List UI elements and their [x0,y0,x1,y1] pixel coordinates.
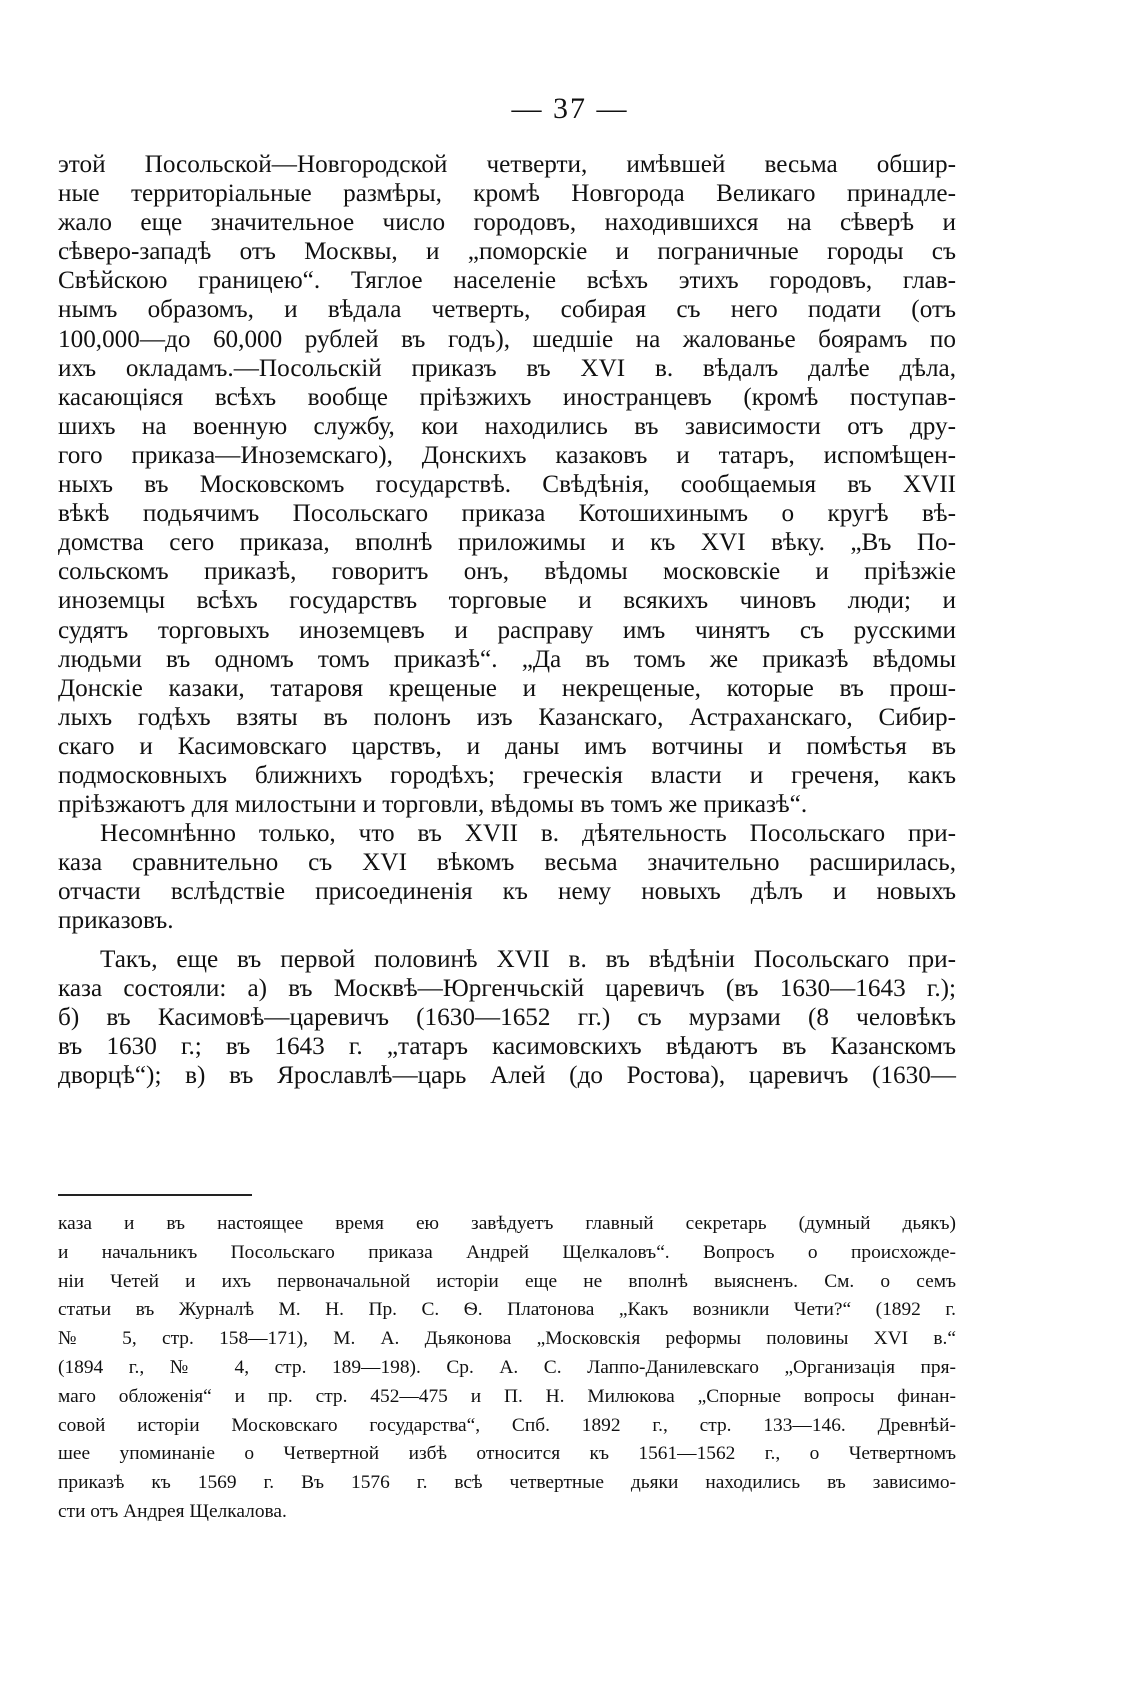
body-line: жало еще значительное число городовъ, находившихся на сѣверѣ и [58,209,956,237]
footnote-line: (1894 г., № 4, стр. 189—198). Ср. А. С. Лаппо-Данилевскаго „Организація пря- [58,1356,956,1378]
body-line: Донскіе казаки, татаровя крещеные и некрещеные, которые въ прош- [58,674,956,702]
footnote-line: сти отъ Андрея Щелкалова. [58,1500,287,1522]
main-text [58,150,956,1090]
body-line: шихъ на военную службу, кои находились въ зависимости отъ дру- [58,412,956,440]
body-line: иноземцы всѣхъ государствъ торговые и всякихъ чиновъ люди; и [58,587,956,615]
body-line: ихъ окладамъ.—Посольскій приказъ въ XVI в. вѣдалъ далѣе дѣла, [58,354,956,382]
footnote-line: № 5, стр. 158—171), М. А. Дьяконова „Московскія реформы половины XVI в.“ [58,1328,956,1350]
body-line: Свѣйскою границею“. Тяглое населеніе всѣхъ этихъ городовъ, глав- [58,267,956,295]
footnote [58,1210,956,1527]
body-line: въ 1630 г.; въ 1643 г. „татаръ касимовскихъ вѣдаютъ въ Казанскомъ [58,1032,956,1060]
body-line: касающіяся всѣхъ вообще пріѣзжихъ иностранцевъ (кромѣ поступав- [58,383,956,411]
footnote-line: и начальникъ Посольскаго приказа Андрей Щелкаловъ“. Вопросъ о происхожде- [58,1241,956,1263]
body-line: ные территоріальные размѣры, кромѣ Новгорода Великаго принадле- [58,180,956,208]
paragraph-gap [58,936,956,945]
footnote-line: статьи въ Журналѣ М. Н. Пр. С. Ѳ. Платонова „Какъ возникли Чети?“ (1892 г. [58,1299,956,1321]
body-line: сѣверо-западѣ отъ Москвы, и „поморскіе и пограничные городы съ [58,238,956,266]
body-line: каза сравнительно съ XVI вѣкомъ весьма значительно расширилась, [58,849,956,877]
body-line: гого приказа—Иноземскаго), Донскихъ казаковъ и татаръ, испомѣщен- [58,441,956,469]
body-line: сольскомъ приказѣ, говоритъ онъ, вѣдомы московскіе и пріѣзжіе [58,558,956,586]
body-line: скаго и Касимовскаго царствъ, и даны имъ вотчины и помѣстья въ [58,732,956,760]
page-number: — 37 — [511,92,629,125]
footnote-line: каза и въ настоящее время ею завѣдуетъ главный секретарь (думный дьякъ) [58,1213,956,1234]
body-line: судятъ торговыхъ иноземцевъ и расправу имъ чинятъ съ русскими [58,616,956,644]
body-line: 100,000—до 60,000 рублей въ годъ), шедшіе на жалованье боярамъ по [58,325,956,353]
body-line: дворцѣ“); в) въ Ярославлѣ—царь Алей (до Ростова), царевичъ (1630— [58,1061,956,1089]
body-line: подмосковныхъ ближнихъ городѣхъ; греческія власти и греченя, какъ [58,761,956,789]
footnote-line: маго обложенія“ и пр. стр. 452—475 и П. Н. Милюкова „Спорные вопросы финан- [58,1385,956,1407]
footnote-line: ніи Четей и ихъ первоначальной исторіи еще не вполнѣ выясненъ. См. о семъ [58,1270,956,1292]
paragraph-start-line: Несомнѣнно только, что въ XVII в. дѣятельность Посольскаго при- [100,820,956,848]
body-line: домства сего приказа, вполнѣ приложимы и къ XVI вѣку. „Въ По- [58,529,956,557]
body-line: вѣкѣ подьячимъ Посольскаго приказа Котошихинымъ о кругѣ вѣ- [58,500,956,528]
paragraph-start-line: Такъ, еще въ первой половинѣ XVII в. въ вѣдѣніи Посольскаго при- [100,945,956,973]
body-line: б) въ Касимовѣ—царевичъ (1630—1652 гг.) съ мурзами (8 человѣкъ [58,1003,956,1031]
body-line: каза состояли: а) въ Москвѣ—Юргенчьскій царевичъ (въ 1630—1643 г.); [58,974,956,1002]
body-line: отчасти вслѣдствіе присоединенія къ нему новыхъ дѣлъ и новыхъ [58,878,956,906]
footnote-line: приказѣ къ 1569 г. Въ 1576 г. всѣ четвертные дьяки находились въ зависимо- [58,1472,956,1494]
body-line: лыхъ годѣхъ взяты въ полонъ изъ Казанскаго, Астраханскаго, Сибир- [58,703,956,731]
body-line: приказовъ. [58,907,174,935]
body-line: ныхъ въ Московскомъ государствѣ. Свѣдѣнія, сообщаемыя въ XVII [58,471,956,499]
footnote-line: шее упоминаніе о Четвертной избѣ относится къ 1561—1562 г., о Четвертномъ [58,1443,956,1465]
footnote-line: совой исторіи Московскаго государства“, Спб. 1892 г., стр. 133—146. Древнѣй- [58,1414,956,1436]
body-line: пріѣзжаютъ для милостыни и торговли, вѣдомы въ томъ же приказѣ“. [58,791,808,819]
footnote-divider [58,1194,252,1196]
body-line: этой Посольской—Новгородской четверти, имѣвшей весьма обшир- [58,151,956,178]
body-line: нымъ образомъ, и вѣдала четверть, собирая съ него подати (отъ [58,296,956,324]
body-line: людьми въ одномъ томъ приказѣ“. „Да въ томъ же приказѣ вѣдомы [58,645,956,673]
